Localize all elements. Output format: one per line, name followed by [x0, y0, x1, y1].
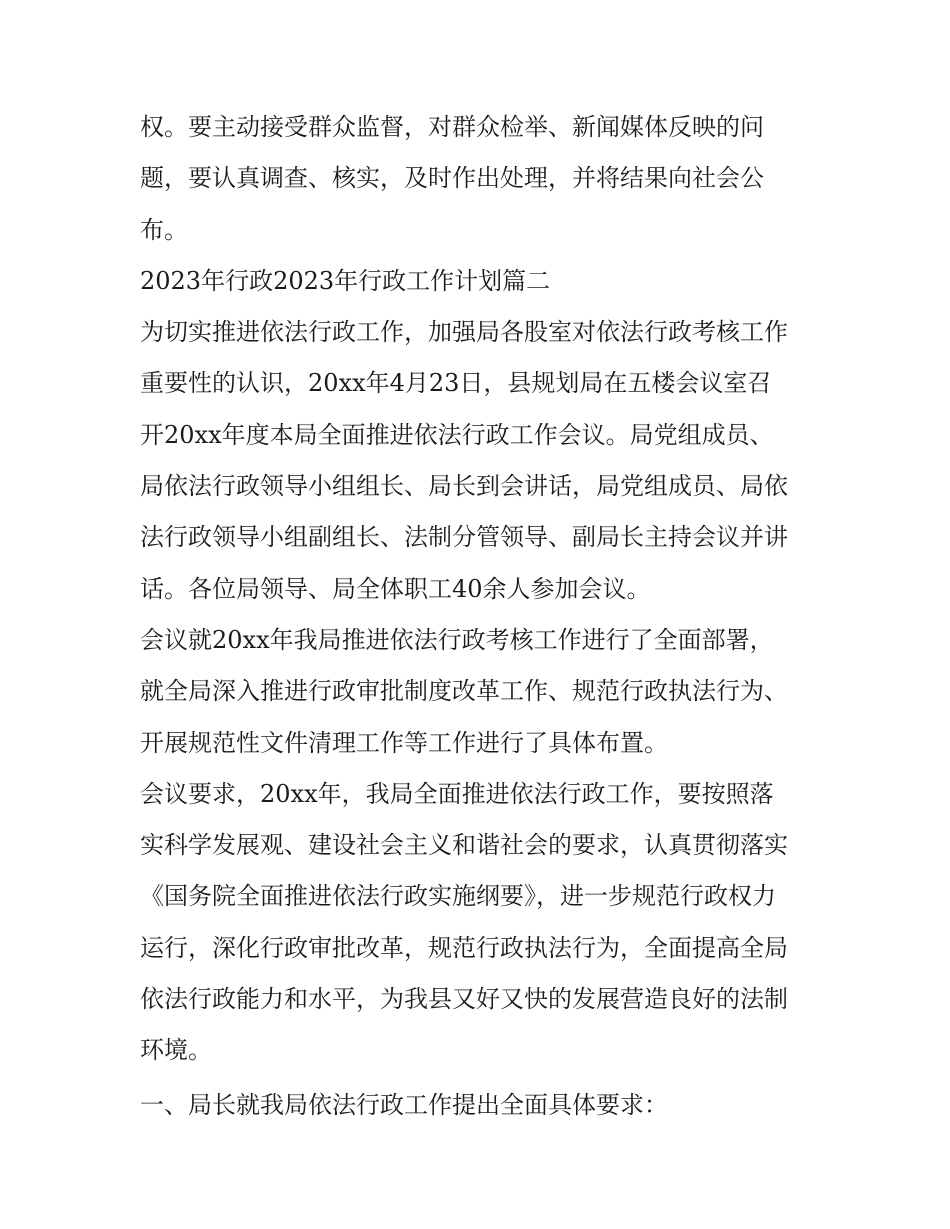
text-line: 《国务院全面推进依法行政实施纲要》，进一步规范行政权力 — [140, 882, 776, 911]
text-line: 权。要主动接受群众监督，对群众检举、新闻媒体反映的问 — [140, 113, 764, 141]
text-line: 局依法行政领导小组组长、局长到会讲话，局党组成员、局依 — [140, 472, 788, 501]
text-line: 布。 — [140, 215, 188, 244]
text-line: 为切实推进依法行政工作，加强局各股室对依法行政考核工作 — [140, 318, 788, 347]
section-heading: 2023年行政2023年行政工作计划篇二 — [140, 266, 551, 295]
text-line: 环境。 — [140, 1036, 212, 1065]
document-body — [140, 102, 820, 1131]
text-line: 重要性的认识，20xx年4月23日，县规划局在五楼会议室召 — [140, 369, 772, 398]
text-line: 开20xx年度本局全面推进依法行政工作会议。局党组成员、 — [140, 420, 774, 449]
text-line: 实科学发展观、建设社会主义和谐社会的要求，认真贯彻落实 — [140, 831, 788, 860]
text-line: 一、局长就我局依法行政工作提出全面具体要求： — [140, 1090, 668, 1119]
text-line: 就全局深入推进行政审批制度改革工作、规范行政执法行为、 — [140, 677, 788, 706]
text-line: 会议就20xx年我局推进依法行政考核工作进行了全面部署， — [140, 625, 774, 654]
text-line: 依法行政能力和水平，为我县又好又快的发展营造良好的法制 — [140, 985, 788, 1014]
text-line: 开展规范性文件清理工作等工作进行了具体布置。 — [140, 728, 668, 757]
text-line: 题，要认真调查、核实，及时作出处理，并将结果向社会公 — [140, 164, 764, 193]
text-line: 法行政领导小组副组长、法制分管领导、副局长主持会议并讲 — [140, 523, 788, 552]
text-line: 话。各位局领导、局全体职工40余人参加会议。 — [140, 574, 651, 603]
text-line: 会议要求，20xx年，我局全面推进依法行政工作，要按照落 — [140, 779, 774, 808]
text-line: 运行，深化行政审批改革，规范行政执法行为，全面提高全局 — [140, 933, 788, 962]
